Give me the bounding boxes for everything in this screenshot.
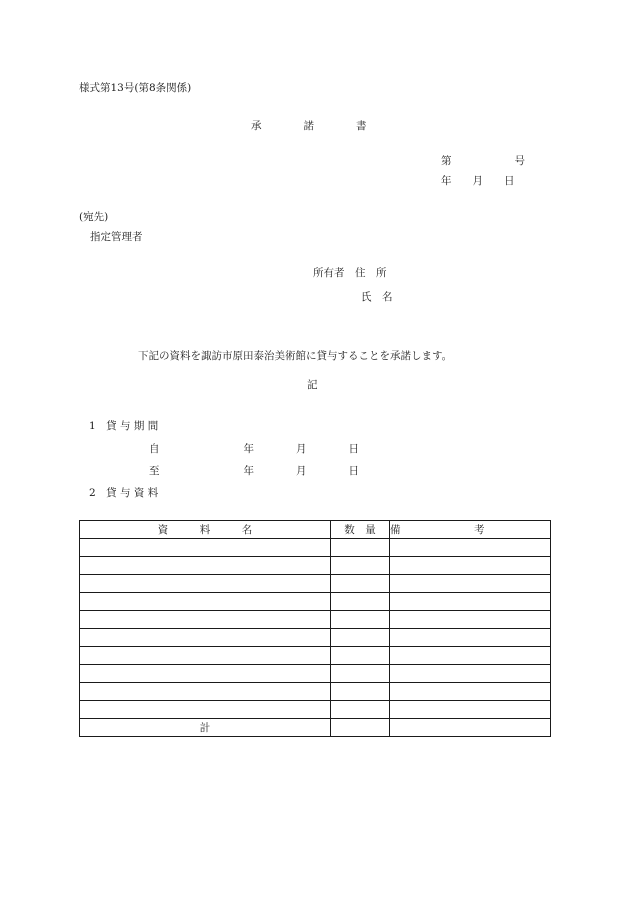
quantity-cell xyxy=(331,629,390,647)
table-row xyxy=(80,683,551,701)
material-name-cell xyxy=(80,557,331,575)
header-material-name: 資 料 名 xyxy=(80,521,331,539)
table-row xyxy=(80,701,551,719)
table-row xyxy=(80,539,551,557)
period-to: 至 年 月 日 xyxy=(149,465,359,477)
quantity-cell xyxy=(331,593,390,611)
quantity-cell xyxy=(331,539,390,557)
remarks-cell xyxy=(390,593,551,611)
quantity-cell xyxy=(331,701,390,719)
remarks-cell xyxy=(390,557,551,575)
material-name-cell xyxy=(80,701,331,719)
owner-address-label: 所有者 住 所 xyxy=(313,267,387,279)
addressee-label: (宛先) xyxy=(79,211,109,223)
remarks-cell xyxy=(390,539,551,557)
quantity-cell xyxy=(331,557,390,575)
remarks-cell xyxy=(390,665,551,683)
header-quantity: 数 量 xyxy=(331,521,390,539)
total-row xyxy=(80,719,551,737)
material-name-cell xyxy=(80,683,331,701)
section-loan-period: 1 貸 与 期 間 xyxy=(89,420,159,432)
material-name-cell xyxy=(80,665,331,683)
table-row xyxy=(80,557,551,575)
table-row xyxy=(80,593,551,611)
material-name-cell xyxy=(80,647,331,665)
remarks-cell xyxy=(390,611,551,629)
quantity-cell xyxy=(331,665,390,683)
addressee: 指定管理者 xyxy=(90,231,143,243)
material-name-cell xyxy=(80,611,331,629)
table-row xyxy=(80,665,551,683)
material-name-cell xyxy=(80,539,331,557)
document-date: 年 月 日 xyxy=(441,175,515,187)
total-quantity-cell xyxy=(331,719,390,737)
table-row xyxy=(80,575,551,593)
ki-heading: 記 xyxy=(307,379,318,391)
header-remarks: 備 考 xyxy=(390,521,551,539)
quantity-cell xyxy=(331,575,390,593)
document-number: 第 号 xyxy=(441,155,525,167)
section-loan-materials: 2 貸 与 資 料 xyxy=(89,487,159,499)
quantity-cell xyxy=(331,611,390,629)
table-row xyxy=(80,611,551,629)
quantity-cell xyxy=(331,683,390,701)
remarks-cell xyxy=(390,575,551,593)
material-name-cell xyxy=(80,575,331,593)
material-name-cell xyxy=(80,629,331,647)
table-row xyxy=(80,647,551,665)
remarks-cell xyxy=(390,701,551,719)
body-text: 下記の資料を諏訪市原田泰治美術館に貸与することを承諾します。 xyxy=(138,350,453,362)
table-row xyxy=(80,629,551,647)
materials-table xyxy=(79,520,551,737)
material-name-cell xyxy=(80,593,331,611)
owner-name-label: 氏 名 xyxy=(361,291,393,303)
remarks-cell xyxy=(390,629,551,647)
remarks-cell xyxy=(390,647,551,665)
total-label: 計 xyxy=(80,719,331,737)
document-title: 承 諾 書 xyxy=(251,120,367,132)
quantity-cell xyxy=(331,647,390,665)
table-header-row xyxy=(80,521,551,539)
period-from: 自 年 月 日 xyxy=(149,443,359,455)
remarks-cell xyxy=(390,683,551,701)
form-label: 様式第13号(第8条関係) xyxy=(79,82,192,94)
total-remarks-cell xyxy=(390,719,551,737)
